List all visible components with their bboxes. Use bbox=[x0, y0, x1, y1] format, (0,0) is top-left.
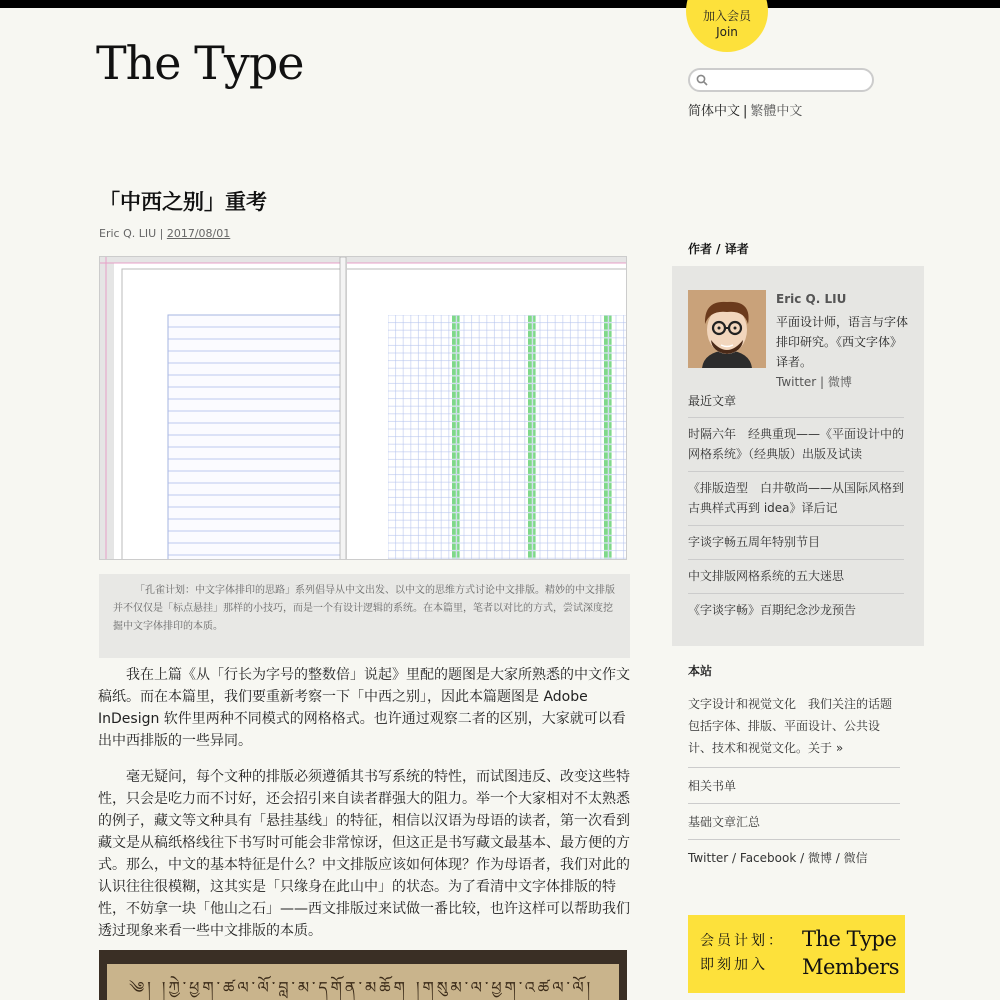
lang-separator: | bbox=[743, 104, 748, 119]
members-logo-line1: The Type bbox=[802, 927, 897, 951]
recent-post-link[interactable]: 字谈字畅五周年特别节目 bbox=[688, 525, 904, 559]
site-link-booklist[interactable]: 相关书单 bbox=[688, 767, 900, 795]
recent-post-link[interactable]: 《排版造型 白井敬尚——从国际风格到古典样式再到 idea》译后记 bbox=[688, 471, 904, 525]
search-icon bbox=[696, 74, 708, 86]
join-label-cn: 加入会员 bbox=[702, 9, 751, 23]
site-heading: 本站 bbox=[688, 664, 713, 678]
recent-posts-heading: 最近文章 bbox=[688, 394, 737, 408]
tibetan-manuscript-image bbox=[99, 950, 627, 1000]
author-avatar-icon bbox=[688, 290, 766, 368]
sidebar-author-links[interactable]: Twitter | 微博 bbox=[776, 375, 852, 389]
paragraph: 毫无疑问，每个文种的排版必须遵循其书写系统的特性，而试图违反、改变这些特性，只会是吃力而不讨好，还会招引来自读者群强大的阻力。举一个大家相对不太熟悉的例子，藏文等文种具有「悬挂基线」的特征，相信以汉语为母语的读者，第一次看到藏文是从稿纸格线往下书写时可能会非常惊讶，但这正是书写藏文最基本、最方便的方式。那么，中文的基本特征是什么？中文排版应该如何体现？作为母语者，我们对此的认识往往很模糊，这其实是「只缘身在此山中」的状态。为了看清中文字体排版的特性，不妨拿一块「他山之石」——西文排版过来试做一番比较，也许这样可以帮助我们透过现象来看一些中文排版的本质。 bbox=[98, 769, 630, 939]
members-cta-line2: 即刻加入 bbox=[700, 957, 768, 973]
indesign-grid-illustration bbox=[100, 257, 627, 560]
hero-caption: 「孔雀计划：中文字体排印的思路」系列倡导从中文出发、以中文的思维方式讨论中文排版。精妙的中文排版并不仅仅是「标点悬挂」那样的小技巧，而是一个有设计逻辑的系统。在本篇里，笔者以对比的方式，尝试深度挖掘中文字体排印的本质。 bbox=[99, 574, 630, 658]
tibetan-script-sample: ༄། །ཀྱེ་ཕྱག་ཚལ་ལོ་བླ་མ་དགོན་མཆོག །གསུམ་ལ་ཕྱག་འཚལ་ལོ། bbox=[129, 978, 594, 997]
members-cta-line1: 会员计划： bbox=[700, 933, 785, 949]
members-logo bbox=[802, 925, 899, 981]
site-about-text: 文字设计和视觉文化 我们关注的话题包括字体、排版、平面设计、公共设计、技术和视觉文化。关于 » bbox=[688, 697, 893, 755]
recent-post-link[interactable]: 时隔六年 经典重现——《平面设计中的网格系统》（经典版）出版及试读 bbox=[688, 417, 904, 471]
article-body bbox=[98, 664, 630, 956]
article-byline bbox=[99, 227, 230, 240]
recent-post-link[interactable]: 中文排版网格系统的五大迷思 bbox=[688, 559, 904, 593]
byline-separator: | bbox=[156, 227, 167, 240]
sidebar-author-bio: 平面设计师，语言与字体排印研究。《西文字体》译者。 bbox=[776, 315, 909, 369]
paragraph: 我在上篇《从「行长为字号的整数倍」说起》里配的题图是大家所熟悉的中文作文稿纸。而在本篇里，我们要重新考察一下「中西之别」，因此本篇题图是 Adobe InDesign 软件里两种不同模式的网格格式。也许通过观察二者的区别，大家就可以看出中西排版的一些异同。 bbox=[98, 667, 630, 749]
avatar bbox=[688, 290, 766, 368]
author-heading: 作者 / 译者 bbox=[688, 242, 749, 256]
members-cta bbox=[700, 929, 785, 977]
byline-date-link[interactable]: 2017/08/01 bbox=[166, 227, 231, 240]
top-bar bbox=[0, 0, 1000, 8]
join-label-en: Join bbox=[716, 25, 738, 39]
search-box[interactable] bbox=[688, 68, 874, 92]
members-logo-line2: Members bbox=[802, 955, 900, 979]
site-link-basics[interactable]: 基础文章汇总 bbox=[688, 803, 900, 831]
site-link-social[interactable]: Twitter / Facebook / 微博 / 微信 bbox=[688, 839, 900, 867]
sidebar-author-name[interactable]: Eric Q. LIU bbox=[776, 292, 847, 306]
article-hero-image bbox=[99, 256, 627, 560]
site-section bbox=[688, 693, 900, 867]
members-banner[interactable] bbox=[688, 915, 905, 993]
recent-posts-list bbox=[688, 417, 904, 627]
language-switcher bbox=[688, 100, 802, 119]
site-logo[interactable]: The Type bbox=[96, 36, 304, 90]
recent-post-link[interactable]: 《字谈字畅》百期纪念沙龙预告 bbox=[688, 593, 904, 627]
lang-simplified-link[interactable]: 简体中文 bbox=[688, 104, 741, 119]
join-button[interactable] bbox=[686, 0, 768, 52]
lang-traditional-link[interactable]: 繁體中文 bbox=[750, 104, 803, 119]
article-title: 「中西之别」重考 bbox=[99, 190, 267, 214]
byline-author-link[interactable]: Eric Q. LIU bbox=[99, 227, 157, 240]
